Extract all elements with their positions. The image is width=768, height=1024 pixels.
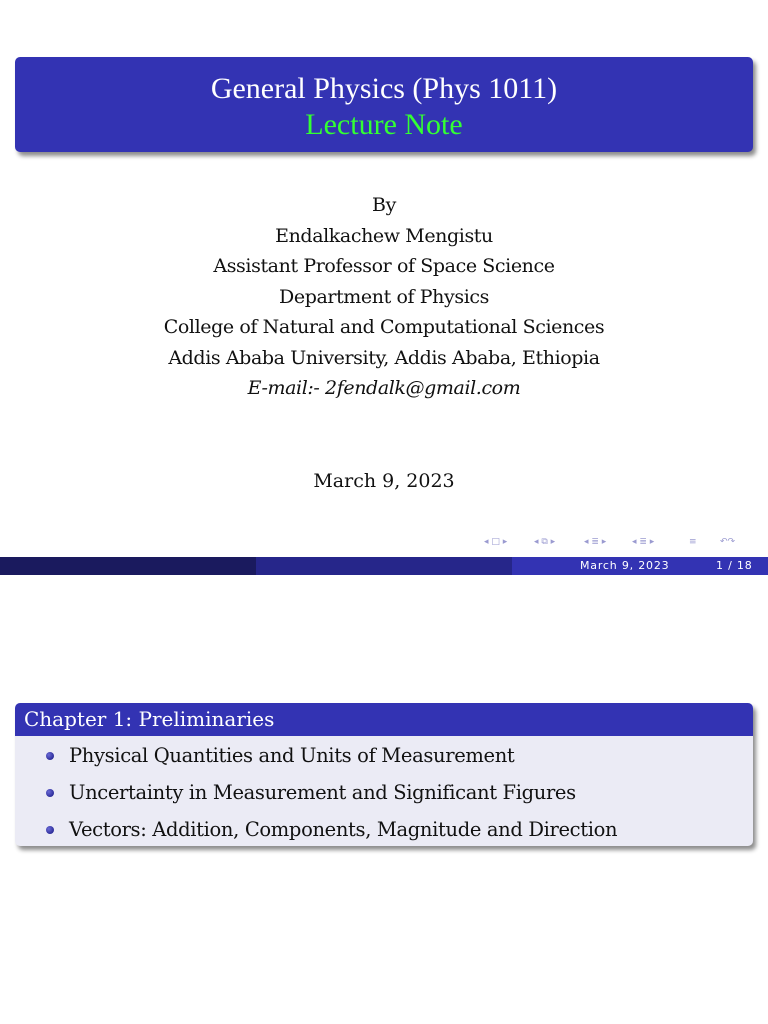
author-block: [0, 190, 768, 404]
nav-frame-icon[interactable]: ◂ □ ▸: [484, 537, 508, 547]
list-item-text: Uncertainty in Measurement and Significant Figures: [69, 781, 576, 804]
bullet-icon: [46, 789, 54, 797]
slide-title: General Physics (Phys 1011): [210, 72, 558, 105]
list-item: [15, 815, 753, 845]
slide-date: March 9, 2023: [313, 470, 455, 492]
bullet-icon: [46, 752, 54, 760]
list-item: [15, 778, 753, 808]
author-email: E-mail:- 2fendalk@gmail.com: [247, 377, 521, 399]
footer-segment-left: [0, 557, 256, 575]
list-item-text: Physical Quantities and Units of Measurement: [69, 744, 515, 767]
bullet-icon: [46, 826, 54, 834]
author-college: College of Natural and Computational Sciences: [163, 316, 605, 338]
footer-date: March 9, 2023: [580, 559, 670, 572]
beamer-navigation: [484, 537, 764, 551]
nav-section-icon[interactable]: ◂ ≣ ▸: [584, 537, 607, 547]
nav-search-icon[interactable]: ↶↷: [720, 537, 736, 547]
author-position: Assistant Professor of Space Science: [213, 255, 555, 277]
slide-footer: [0, 557, 768, 575]
slide-subtitle: Lecture Note: [305, 108, 463, 141]
footer-segment-middle: [256, 557, 512, 575]
nav-subsection-icon[interactable]: ◂ ⧉ ▸: [534, 537, 556, 547]
author-name: Endalkachew Mengistu: [275, 224, 493, 247]
list-item-text: Vectors: Addition, Components, Magnitude and Direction: [69, 818, 618, 841]
author-by: By: [372, 194, 396, 216]
chapter-block: [15, 703, 753, 846]
footer-page-number: 1 / 18: [716, 559, 753, 572]
block-title: Chapter 1: Preliminaries: [15, 703, 753, 736]
author-university: Addis Ababa University, Addis Ababa, Ethiopia: [168, 346, 600, 369]
nav-chapter-icon[interactable]: ◂ ≣ ▸: [632, 537, 655, 547]
title-box: [15, 57, 753, 152]
nav-align-icon[interactable]: ≡: [689, 537, 697, 547]
list-item: [15, 741, 753, 771]
author-department: Department of Physics: [279, 285, 489, 308]
